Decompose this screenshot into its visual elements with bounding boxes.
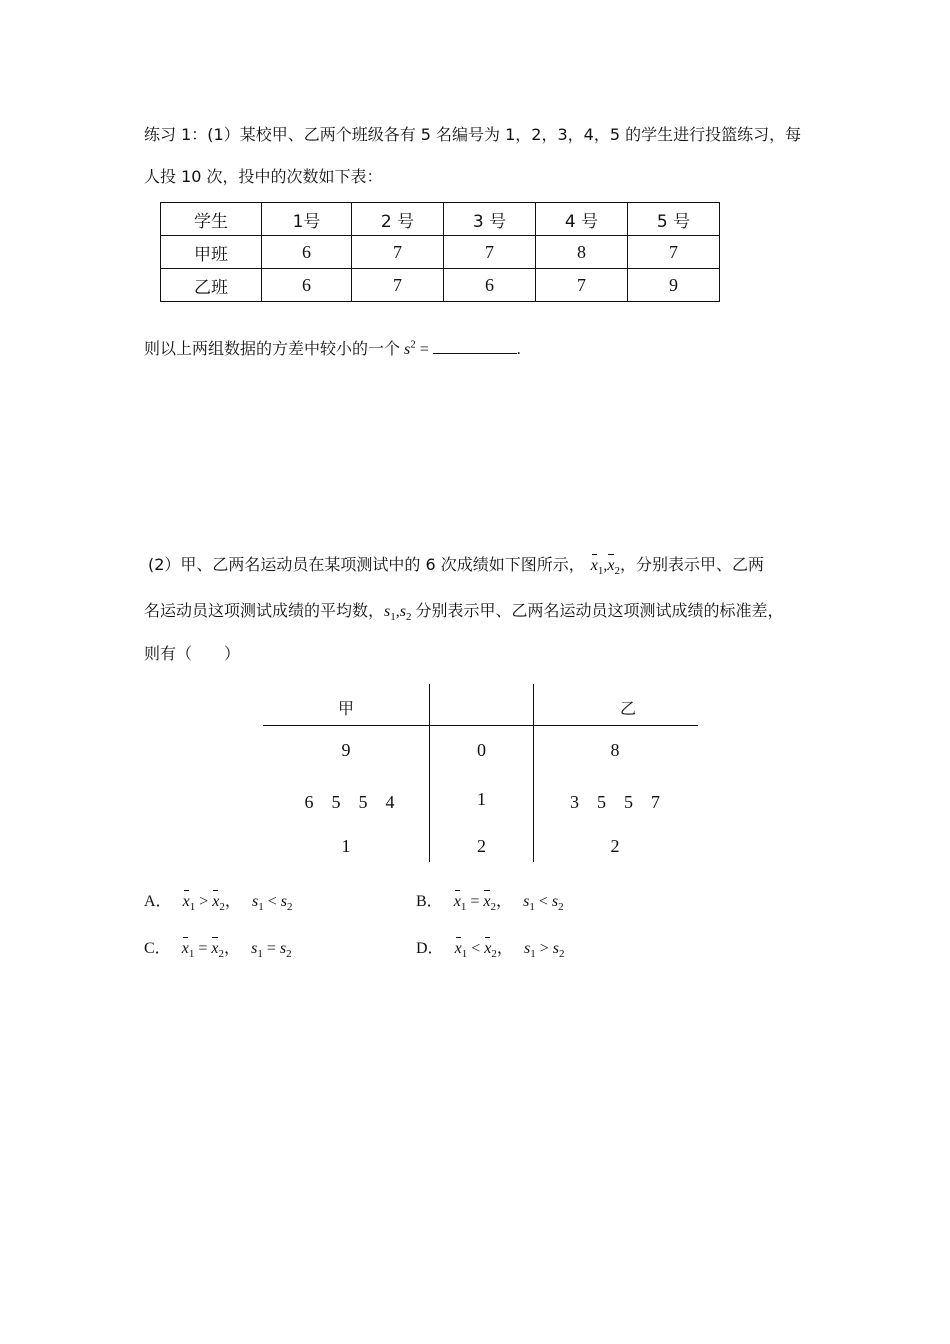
table-cell: 6 (262, 236, 352, 269)
stem: 1 (477, 789, 486, 809)
period: . (516, 341, 521, 358)
header-divider (263, 725, 698, 726)
answer-blank[interactable] (433, 339, 517, 354)
leaf-right: 2 (610, 836, 620, 856)
stem: 0 (477, 740, 486, 760)
option-c[interactable]: C． $x_1 = x_2$， $s_1 = s_2$ (144, 938, 292, 961)
row-label: 乙班 (161, 269, 262, 302)
table-row (161, 236, 720, 269)
table-header-cell: 2 号 (352, 203, 444, 236)
variance-symbol: s (404, 341, 411, 358)
sd-s1: $s_1$ (384, 603, 396, 624)
question1 (144, 336, 521, 359)
table-header-cell: 3 号 (444, 203, 536, 236)
equals-sign: = (419, 341, 429, 358)
sd-s2: $s_2$ (399, 603, 412, 624)
table-cell: 6 (444, 269, 536, 302)
table-row (161, 269, 720, 302)
row-label: 甲班 (161, 236, 262, 269)
table-cell: 6 (262, 269, 352, 302)
option-d[interactable]: D． $x_1 < x_2$， $s_1 > s_2$ (416, 938, 565, 961)
scores-table (160, 202, 720, 302)
table-cell: 7 (628, 236, 720, 269)
table-cell: 7 (444, 236, 536, 269)
table-header-cell: 1号 (262, 203, 352, 236)
mean-x1: $x_1$ (590, 557, 604, 578)
leaf-left: 1 (341, 836, 351, 856)
variance-exponent: 2 (410, 338, 416, 351)
question1-text: 则以上两组数据的方差中较小的一个 (144, 339, 401, 358)
option-b[interactable]: B． $x_1 = x_2$， $s_1 < s_2$ (416, 891, 564, 914)
table-header-row (161, 203, 720, 236)
table-header-cell: 学生 (161, 203, 262, 236)
option-a[interactable]: A． $x_1 > x_2$， $s_1 < s_2$ (144, 891, 293, 914)
table-cell: 7 (352, 269, 444, 302)
right-header: 乙 (619, 699, 636, 718)
mean-x2: $x_2$ (607, 557, 620, 578)
exercise-intro-line1: 练习 1：(1）某校甲、乙两个班级各有 5 名编号为 1，2，3，4，5 的学生进行投篮练习，每 (144, 125, 802, 144)
table-cell: 8 (536, 236, 628, 269)
leaf-right: 8 (610, 740, 620, 760)
table-cell: 7 (536, 269, 628, 302)
stem: 2 (477, 836, 486, 856)
exercise-intro-line2: 人投 10 次，投中的次数如下表： (144, 167, 383, 186)
table-header-cell: 5 号 (628, 203, 720, 236)
table-cell: 7 (352, 236, 444, 269)
leaf-right: 3 5 5 7 (570, 792, 660, 812)
part2-line1: (2）甲、乙两名运动员在某项测试中的 6 次成绩如下图所示， $x_1,x_2$，分别表示甲、乙两 (148, 555, 765, 578)
table-cell: 9 (628, 269, 720, 302)
table-header-cell: 4 号 (536, 203, 628, 236)
leaf-left: 6 5 5 4 (304, 792, 395, 812)
left-header: 甲 (337, 699, 354, 718)
part2-line3: 则有（ ） (144, 644, 241, 663)
part2-line2: 名运动员这项测试成绩的平均数，$s_1,s_2$ 分别表示甲、乙两名运动员这项测试成绩的标准差， (144, 601, 784, 624)
leaf-left: 9 (341, 740, 351, 760)
